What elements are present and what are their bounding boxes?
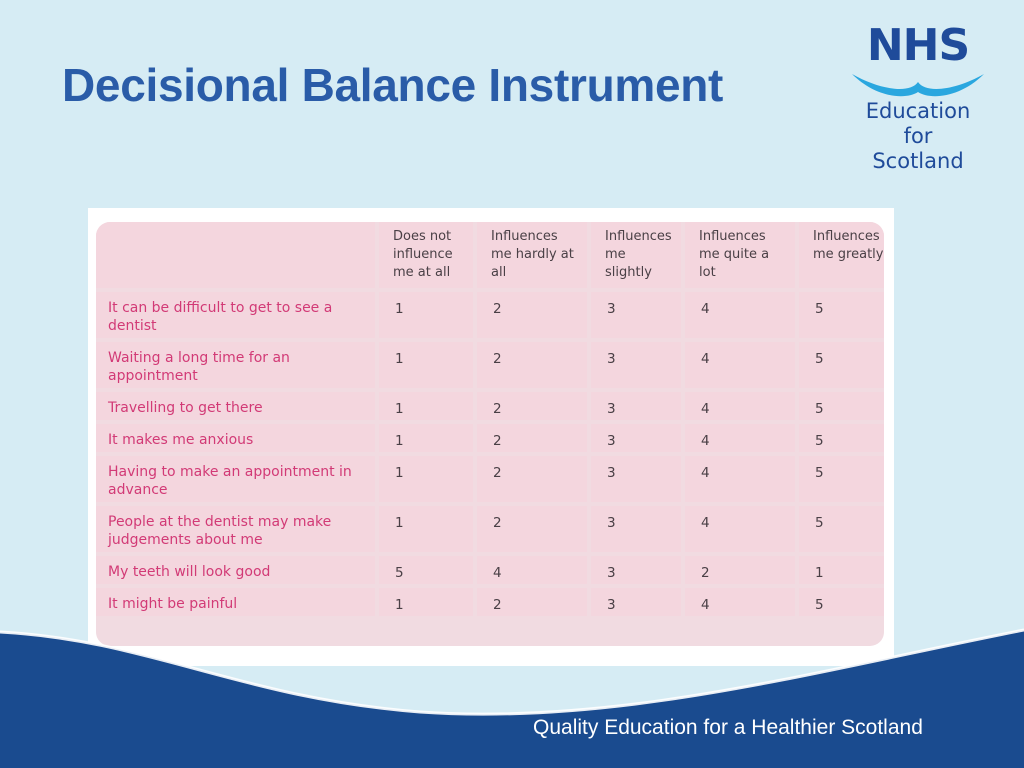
score-cell: 5 [799, 588, 884, 616]
score-cell: 2 [477, 292, 587, 338]
column-header: Influences me hardly at all [477, 222, 587, 288]
logo-org-line-3: Scotland [872, 149, 964, 173]
column-header: Influences me greatly [799, 222, 884, 288]
score-cell: 3 [591, 424, 681, 452]
score-cell: 2 [477, 456, 587, 502]
row-label: It can be difficult to get to see a dentist [96, 292, 375, 338]
score-cell: 1 [379, 588, 473, 616]
score-cell: 5 [799, 392, 884, 420]
footer-wave [0, 600, 1024, 768]
score-cell: 3 [591, 456, 681, 502]
logo-org-line-1: Education [865, 99, 971, 123]
row-label: Having to make an appointment in advance [96, 456, 375, 502]
column-header: Influences me quite a lot [685, 222, 795, 288]
score-cell: 3 [591, 342, 681, 388]
score-cell: 4 [685, 292, 795, 338]
score-cell: 2 [685, 556, 795, 584]
score-cell: 1 [799, 556, 884, 584]
row-label: Travelling to get there [96, 392, 375, 420]
score-cell: 5 [799, 292, 884, 338]
score-cell: 5 [799, 456, 884, 502]
column-header: Influences me slightly [591, 222, 681, 288]
score-cell: 2 [477, 392, 587, 420]
score-cell: 1 [379, 456, 473, 502]
score-cell: 3 [591, 392, 681, 420]
score-cell: 5 [799, 424, 884, 452]
score-cell: 3 [591, 292, 681, 338]
score-cell: 4 [685, 456, 795, 502]
row-label: Waiting a long time for an appointment [96, 342, 375, 388]
row-label: People at the dentist may make judgements about me [96, 506, 375, 552]
table-background [96, 222, 884, 646]
score-cell: 1 [379, 342, 473, 388]
row-label: It makes me anxious [96, 424, 375, 452]
score-cell: 2 [477, 506, 587, 552]
score-cell: 3 [591, 556, 681, 584]
score-cell: 1 [379, 506, 473, 552]
score-cell: 5 [799, 342, 884, 388]
page-title: Decisional Balance Instrument [62, 59, 724, 111]
nhs-wordmark: NHS [866, 20, 970, 71]
score-cell: 4 [685, 392, 795, 420]
score-cell: 2 [477, 342, 587, 388]
score-cell: 1 [379, 292, 473, 338]
table-grid [96, 222, 884, 616]
score-cell: 1 [379, 424, 473, 452]
wave-icon [850, 68, 986, 98]
score-cell: 3 [591, 588, 681, 616]
table-corner [96, 222, 375, 288]
score-cell: 4 [685, 506, 795, 552]
score-cell: 2 [477, 588, 587, 616]
footer-tagline: Quality Education for a Healthier Scotland [533, 716, 923, 739]
row-label: It might be painful [96, 588, 375, 616]
column-header: Does not influence me at all [379, 222, 473, 288]
score-cell: 3 [591, 506, 681, 552]
logo-org-line-2: for [903, 124, 933, 148]
score-cell: 4 [685, 342, 795, 388]
row-label: My teeth will look good [96, 556, 375, 584]
decisional-balance-table [88, 208, 894, 666]
score-cell: 4 [685, 588, 795, 616]
score-cell: 1 [379, 392, 473, 420]
score-cell: 4 [685, 424, 795, 452]
nhs-logo [848, 22, 988, 173]
score-cell: 5 [799, 506, 884, 552]
score-cell: 2 [477, 424, 587, 452]
score-cell: 5 [379, 556, 473, 584]
score-cell: 4 [477, 556, 587, 584]
